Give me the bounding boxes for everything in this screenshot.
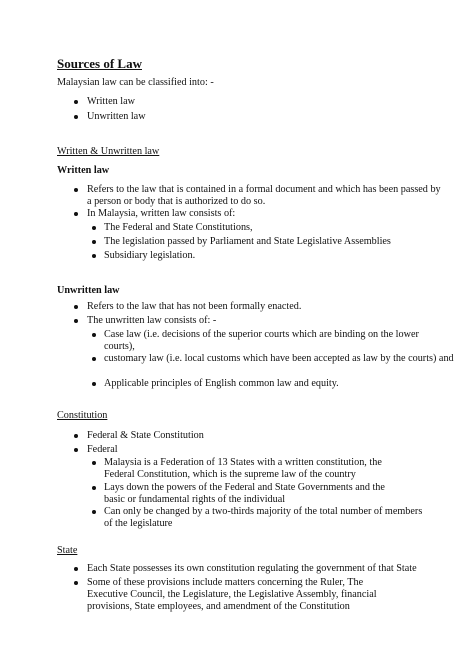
bullet-icon — [74, 581, 78, 585]
section-heading: State — [57, 545, 78, 556]
list-item: Each State possesses its own constitution regulating the government of that State — [87, 563, 417, 574]
sub-list-item: Malaysia is a Federation of 13 States with a written constitution, the Federal Constitution, which is the supreme law of the country — [104, 457, 382, 480]
list-item: Federal — [87, 444, 118, 455]
bullet-icon — [74, 448, 78, 452]
section-heading: Written & Unwritten law — [57, 146, 160, 157]
bullet-icon — [74, 188, 78, 192]
list-item: Federal & State Constitution — [87, 430, 204, 441]
list-item: Written law — [87, 96, 135, 107]
page-title: Sources of Law — [57, 56, 142, 71]
section-heading: Constitution — [57, 410, 108, 421]
bullet-icon — [74, 434, 78, 438]
sub-list-item: Applicable principles of English common law and equity. — [104, 378, 339, 389]
bullet-icon — [92, 461, 96, 465]
sub-list-item: customary law (i.e. local customs which have been accepted as law by the courts) and — [104, 353, 454, 364]
bullet-icon — [74, 115, 78, 119]
bullet-icon — [92, 510, 96, 514]
bullet-icon — [92, 333, 96, 337]
sub-list-item: Lays down the powers of the Federal and State Governments and the basic or fundamental rights of the individual — [104, 482, 385, 505]
list-item: In Malaysia, written law consists of: — [87, 208, 236, 219]
bullet-icon — [92, 382, 96, 386]
bullet-icon — [74, 305, 78, 309]
sub-list-item: Case law (i.e. decisions of the superior courts which are binding on the lower courts), — [104, 329, 419, 352]
bullet-icon — [74, 319, 78, 323]
list-item: Some of these provisions include matters concerning the Ruler, The Executive Council, the Legislature, the Legislative Assembly, financial provisions, State employees, and amendment of the Constitution — [87, 577, 377, 612]
subsection-heading: Written law — [57, 165, 110, 176]
subsection-heading: Unwritten law — [57, 285, 120, 296]
bullet-icon — [92, 357, 96, 361]
bullet-icon — [74, 567, 78, 571]
list-item: Refers to the law that is contained in a formal document and which has been passed by a person or body that is authorized to do so. — [87, 184, 441, 207]
bullet-icon — [92, 254, 96, 258]
bullet-icon — [92, 226, 96, 230]
sub-list-item: Can only be changed by a two-thirds majority of the total number of members of the legislature — [104, 506, 423, 529]
bullet-icon — [74, 212, 78, 216]
sub-list-item: The Federal and State Constitutions, — [104, 222, 253, 233]
intro-text: Malaysian law can be classified into: - — [57, 77, 214, 88]
list-item: Refers to the law that has not been formally enacted. — [87, 301, 302, 312]
list-item: Unwritten law — [87, 111, 146, 122]
bullet-icon — [74, 100, 78, 104]
bullet-icon — [92, 240, 96, 244]
sub-list-item: The legislation passed by Parliament and State Legislative Assemblies — [104, 236, 391, 247]
sub-list-item: Subsidiary legislation. — [104, 250, 196, 261]
list-item: The unwritten law consists of: - — [87, 315, 217, 326]
bullet-icon — [92, 486, 96, 490]
